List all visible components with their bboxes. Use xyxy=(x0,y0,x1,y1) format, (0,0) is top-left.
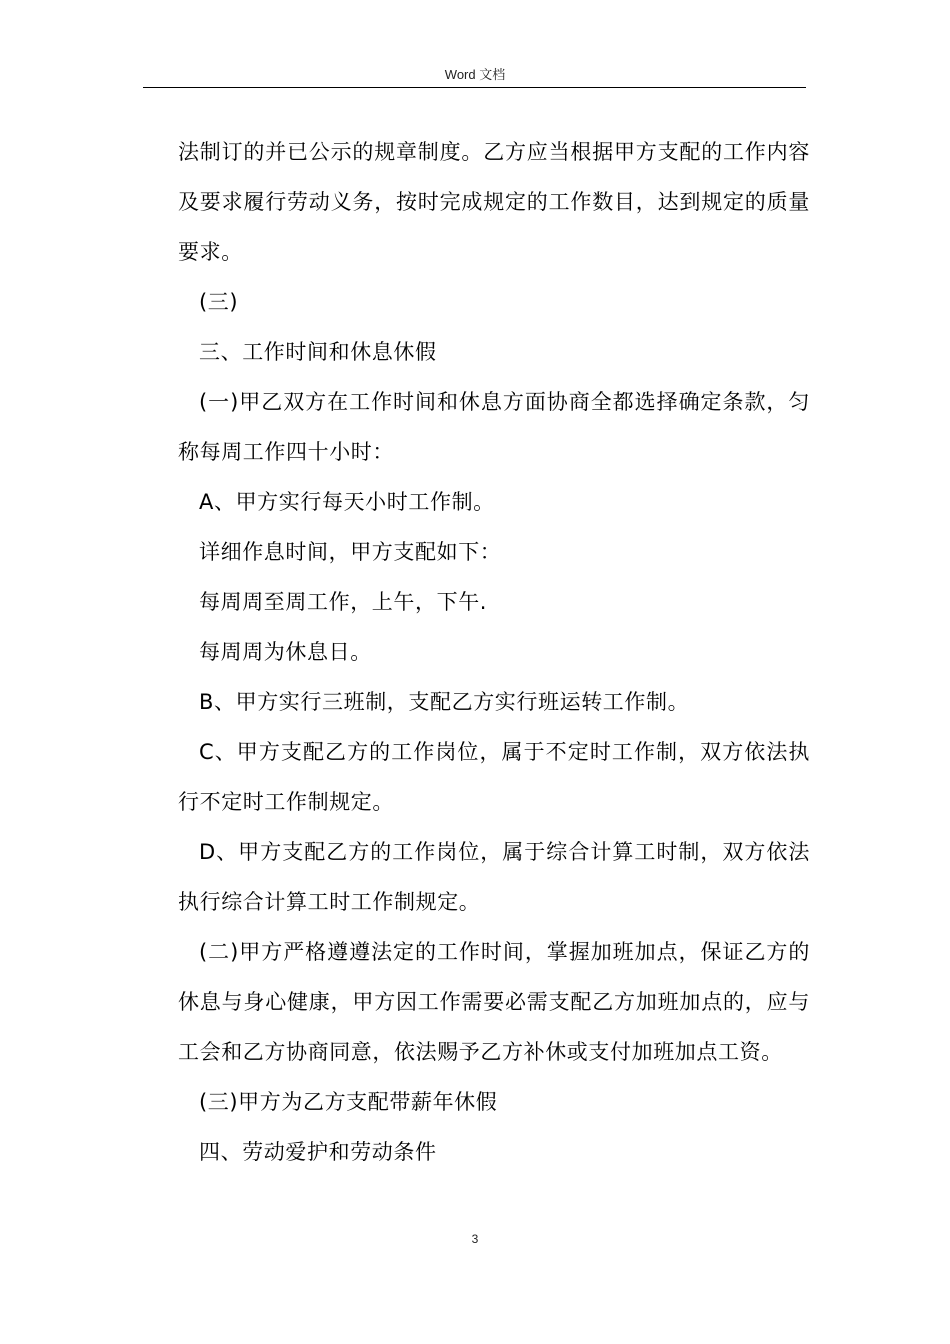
paragraph-continued: 法制订的并已公示的规章制度。乙方应当根据甲方支配的工作内容及要求履行劳动义务，按时完成规定的工作数目，达到规定的质量要求。 xyxy=(178,140,810,264)
header-title: Word 文档 xyxy=(444,67,506,82)
paragraph-section-marker: (三) xyxy=(199,290,239,314)
paragraph-clause-1: (一)甲乙双方在工作时间和休息方面协商全都选择确定条款，匀称每周工作四十小时： xyxy=(178,390,810,464)
paragraph-weekly-schedule: 每周周至周工作，上午，下午. xyxy=(199,590,488,614)
header-divider xyxy=(143,87,806,88)
page-number: 3 xyxy=(471,1232,479,1246)
paragraph-clause-3: (三)甲方为乙方支配带薪年休假 xyxy=(199,1090,498,1114)
paragraph-schedule-detail: 详细作息时间，甲方支配如下： xyxy=(199,540,502,564)
paragraph-clause-2: (二)甲方严格遵遵法定的工作时间，掌握加班加点，保证乙方的休息与身心健康，甲方因工作需要必需支配乙方加班加点的，应与工会和乙方协商同意，依法赐予乙方补休或支付加班加点工资。 xyxy=(178,940,810,1064)
paragraph-option-d: D、甲方支配乙方的工作岗位，属于综合计算工时制，双方依法执行综合计算工时工作制规定。 xyxy=(178,840,810,914)
paragraph-option-b: B、甲方实行三班制，支配乙方实行班运转工作制。 xyxy=(199,690,690,714)
paragraph-option-c: C、甲方支配乙方的工作岗位，属于不定时工作制，双方依法执行不定时工作制规定。 xyxy=(178,740,810,814)
section-heading-labor-protection: 四、劳动爱护和劳动条件 xyxy=(199,1140,437,1164)
document-body xyxy=(178,127,810,1177)
paragraph-option-a: A、甲方实行每天小时工作制。 xyxy=(199,490,495,514)
section-heading-work-hours: 三、工作时间和休息休假 xyxy=(199,340,437,364)
paragraph-rest-day: 每周周为休息日。 xyxy=(199,640,372,664)
